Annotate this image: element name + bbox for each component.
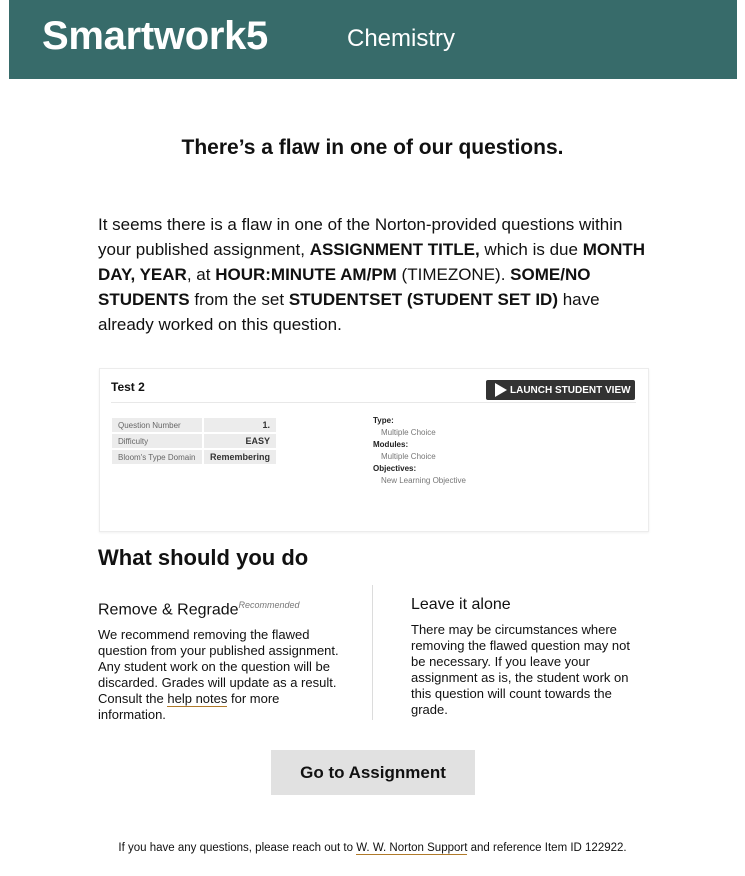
help-notes-link[interactable]: help notes xyxy=(167,691,228,707)
meta-value: Remembering xyxy=(202,450,276,464)
type-value: Multiple Choice xyxy=(381,428,436,437)
brand-logo[interactable]: Smartwork5 xyxy=(42,14,268,58)
type-label: Type: xyxy=(373,416,394,425)
intro-text-5: have already worked on this question. xyxy=(98,290,600,334)
meta-key: Question Number xyxy=(112,418,202,432)
student-set: STUDENTSET (STUDENT SET ID) xyxy=(288,290,558,309)
student-count: SOME/NO STUDENTS xyxy=(98,265,591,309)
modules-value: Multiple Choice xyxy=(381,452,436,461)
section-title: What should you do xyxy=(98,545,309,570)
meta-key: Difficulty xyxy=(112,434,202,448)
go-to-assignment-button[interactable]: Go to Assignment xyxy=(271,750,475,795)
objectives-label: Objectives: xyxy=(373,464,417,473)
footer-text-after: and reference Item ID 122922. xyxy=(467,842,627,854)
question-meta-table xyxy=(112,416,276,466)
remove-text-before: We recommend removing the flawed question from your published assignment. Any student work on the question will be discarded. Grades will update as a result. Consult the xyxy=(98,627,339,707)
question-tags xyxy=(373,416,466,488)
question-preview-card xyxy=(99,368,649,532)
leave-alone-option xyxy=(411,595,641,718)
remove-regrade-option xyxy=(98,595,350,723)
remove-text-after: for more information. xyxy=(98,691,280,723)
table-row xyxy=(112,418,276,432)
assignment-title: ASSIGNMENT TITLE, xyxy=(309,240,480,259)
option-divider xyxy=(372,585,373,720)
modules-label: Modules: xyxy=(373,440,409,449)
launch-student-view-button[interactable] xyxy=(486,380,635,400)
intro-text-3: , at xyxy=(186,265,216,284)
subject-label: Chemistry xyxy=(347,25,456,52)
meta-value: EASY xyxy=(202,434,276,448)
meta-value: 1. xyxy=(202,418,276,432)
due-time: HOUR:MINUTE AM/PM xyxy=(215,265,397,284)
recommended-badge: Recommended xyxy=(238,600,300,610)
table-row xyxy=(112,434,276,448)
table-row xyxy=(112,450,276,464)
option-title xyxy=(98,595,350,620)
objectives-value: New Learning Objective xyxy=(381,476,466,485)
footer-text-before: If you have any questions, please reach out to xyxy=(118,842,357,854)
timezone: (TIMEZONE). xyxy=(396,265,511,284)
top-banner xyxy=(9,0,737,79)
meta-key: Bloom's Type Domain xyxy=(112,450,202,464)
play-icon xyxy=(495,383,507,397)
leave-alone-title: Leave it alone xyxy=(411,596,511,613)
launch-label: LAUNCH STUDENT VIEW xyxy=(510,384,631,396)
due-date: MONTH DAY, YEAR xyxy=(98,240,646,284)
remove-regrade-title: Remove & Regrade xyxy=(98,601,239,619)
norton-support-link[interactable]: W. W. Norton Support xyxy=(356,842,468,854)
option-description xyxy=(98,627,350,723)
intro-text-2: which is due xyxy=(479,240,583,259)
footer-note xyxy=(0,842,745,854)
leave-alone-description: There may be circumstances where removing the flawed question may not be necessary. If you leave your assignment as is, the student work on this question will count towards the grade. xyxy=(411,622,630,717)
intro-text-1: It seems there is a flaw in one of the Norton-provided questions within your published assignment, xyxy=(98,215,623,259)
intro-text-4: from the set xyxy=(189,290,289,309)
card-title: Test 2 xyxy=(111,380,145,394)
card-divider xyxy=(111,402,636,403)
intro-paragraph xyxy=(98,212,658,337)
page-title: There’s a flaw in one of our questions. xyxy=(181,136,564,159)
